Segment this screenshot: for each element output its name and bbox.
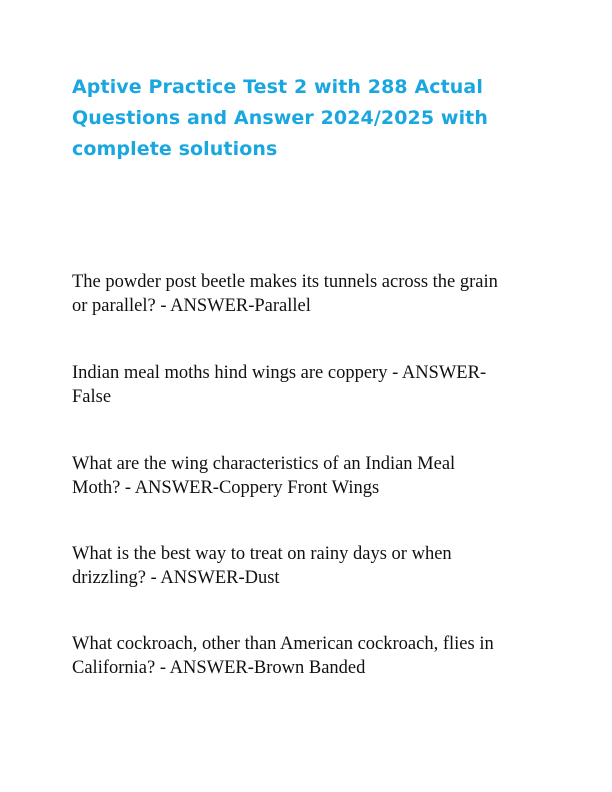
qa-item-5-line-1: What cockroach, other than American cockroach, flies in (72, 634, 494, 654)
qa-item-4-line-1: What is the best way to treat on rainy days or when (72, 544, 452, 564)
qa-item-2 (72, 361, 542, 409)
qa-item-5-line-2: California? - ANSWER-Brown Banded (72, 658, 366, 678)
qa-item-3-line-1: What are the wing characteristics of an Indian Meal (72, 454, 456, 474)
qa-item-4 (72, 542, 542, 590)
qa-item-2-line-2: False (72, 387, 112, 407)
qa-item-3-line-2: Moth? - ANSWER-Coppery Front Wings (72, 478, 380, 498)
document-title: Aptive Practice Test 2 with 288 Actual Questions and Answer 2024/2025 with complete solutions (72, 76, 488, 160)
qa-item-5 (72, 632, 542, 680)
qa-item-1-line-2: or parallel? - ANSWER-Parallel (72, 296, 311, 316)
qa-item-1 (72, 270, 542, 318)
qa-item-2-line-1: Indian meal moths hind wings are coppery - ANSWER- (72, 363, 487, 383)
qa-item-1-line-1: The powder post beetle makes its tunnels across the grain (72, 272, 498, 292)
qa-item-3 (72, 452, 542, 500)
qa-item-4-line-2: drizzling? - ANSWER-Dust (72, 568, 280, 588)
